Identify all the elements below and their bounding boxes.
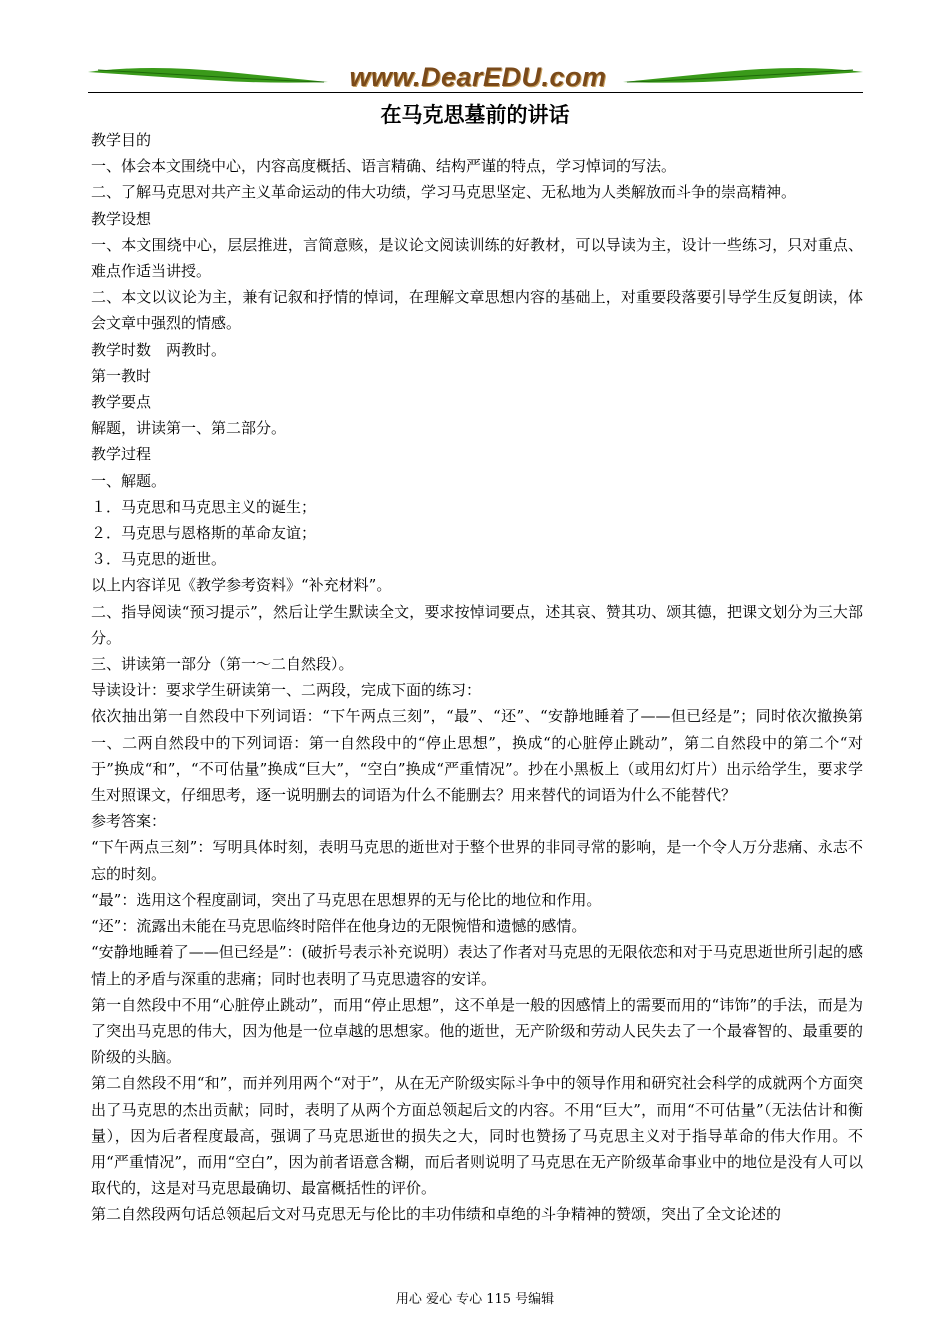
paragraph: 解题，讲读第一、第二部分。 <box>91 419 287 438</box>
paragraph: “安静地睡着了——但已经是”：(破折号表示补充说明）表达了作者对马克思的无限依恋和对于马克思逝世所引起的感情上的矛盾与深重的悲痛；同时也表明了马克思遗容的安详。 <box>91 943 863 988</box>
paragraph: 教学过程 <box>91 445 152 464</box>
paragraph: 教学目的 <box>91 131 152 149</box>
paragraph: 三、讲读第一部分（第一～二自然段）。 <box>91 655 354 674</box>
paragraph: “下午两点三刻”：写明具体时刻，表明马克思的逝世对于整个世界的非同寻常的影响，是一个令人万分悲痛、永志不忘的时刻。 <box>91 838 863 883</box>
paragraph: 第一自然段中不用“心脏停止跳动”，而用“停止思想”，这不单是一般的因感情上的需要而用的“讳饰”的手法，而是为了突出马克思的伟大，因为他是一位卓越的思想家。他的逝世，无产阶级和劳动人民失去了一个最睿智的、最重要的阶级的头脑。 <box>91 995 863 1067</box>
paragraph: 一、体会本文围绕中心，内容高度概括、语言精确、结构严谨的特点，学习悼词的写法。 <box>91 157 677 176</box>
list-item: ２．马克思与恩格斯的革命友谊； <box>91 524 317 543</box>
page-title: 在马克思墓前的讲话 <box>380 103 570 127</box>
header-divider <box>88 92 863 93</box>
paragraph: 二、指导阅读“预习提示”，然后让学生默读全文，要求按悼词要点，述其哀、赞其功、颂其德，把课文划分为三大部分。 <box>91 602 863 647</box>
paragraph: 第二自然段不用“和”，而并列用两个“对于”，从在无产阶级实际斗争中的领导作用和研究社会科学的成就两个方面突出了马克思的杰出贡献；同时，表明了从两个方面总领起后文的内容。不用“巨大”，而用“不可估量”（无法估计和衡量），因为后者程度最高，强调了马克思逝世的损失之大，同时也赞扬了马克思主义对于指导革命的伟大作用。不用“严重情况”，而用“空白”，因为前者语意含糊，而后者则说明了马克思在无产阶级革命事业中的地位是没有人可以取代的，这是对马克思最确切、最富概括性的评价。 <box>91 1074 863 1198</box>
page-footer: 用心 爱心 专心 115 号编辑 <box>395 1292 555 1307</box>
paragraph: 以上内容详见《教学参考资料》“补充材料”。 <box>91 576 392 595</box>
list-item: １．马克思和马克思主义的诞生； <box>91 497 317 516</box>
paragraph: 导读设计：要求学生研读第一、二两段，完成下面的练习： <box>91 681 482 700</box>
paragraph: 参考答案： <box>91 812 167 831</box>
paragraph: “最”：选用这个程度副词，突出了马克思在思想界的无与伦比的地位和作用。 <box>91 890 602 909</box>
paragraph: 教学设想 <box>91 209 152 228</box>
paragraph: 一、本文围绕中心，层层推进，言简意赅，是议论文阅读训练的好教材，可以导读为主，设计一些练习，只对重点、难点作适当讲授。 <box>91 235 863 281</box>
paragraph: 教学时数 两教时。 <box>91 340 227 359</box>
paragraph: 第一教时 <box>91 366 152 385</box>
paragraph: 二、本文以议论为主，兼有记叙和抒情的悼词，在理解文章思想内容的基础上，对重要段落要引导学生反复朗读，体会文章中强烈的情感。 <box>91 288 863 333</box>
site-header <box>88 60 863 96</box>
paragraph: 第二自然段两句话总领起后文对马克思无与伦比的丰功伟绩和卓绝的斗争精神的赞颂，突出了全文论述的 <box>91 1205 782 1224</box>
paragraph: 一、解题。 <box>91 471 167 490</box>
paragraph: 二、了解马克思对共产主义革命运动的伟大功绩，学习马克思坚定、无私地为人类解放而斗争的崇高精神。 <box>91 183 797 202</box>
paragraph: “还”：流露出未能在马克思临终时陪伴在他身边的无限惋惜和遗憾的感情。 <box>91 917 587 936</box>
list-item: ３．马克思的逝世。 <box>91 550 227 569</box>
document-body <box>91 127 863 1228</box>
paragraph: 依次抽出第一自然段中下列词语：“下午两点三刻”，“最”、“还”、“安静地睡着了——但已经是”；同时依次撤换第一、二两自然段中的下列词语：第一自然段中的“停止思想”，换成“的心脏停止跳动”，第二自然段中的第二个“对于”换成“和”，“不可估量”换成“巨大”，“空白”换成“严重情况”。抄在小黑板上（或用幻灯片）出示给学生，要求学生对照课文，仔细思考，逐一说明删去的词语为什么不能删去？用来替代的词语为什么不能替代？ <box>91 707 863 805</box>
paragraph: 教学要点 <box>91 393 152 412</box>
site-logo-text: www.DearEDU.com <box>349 62 607 92</box>
